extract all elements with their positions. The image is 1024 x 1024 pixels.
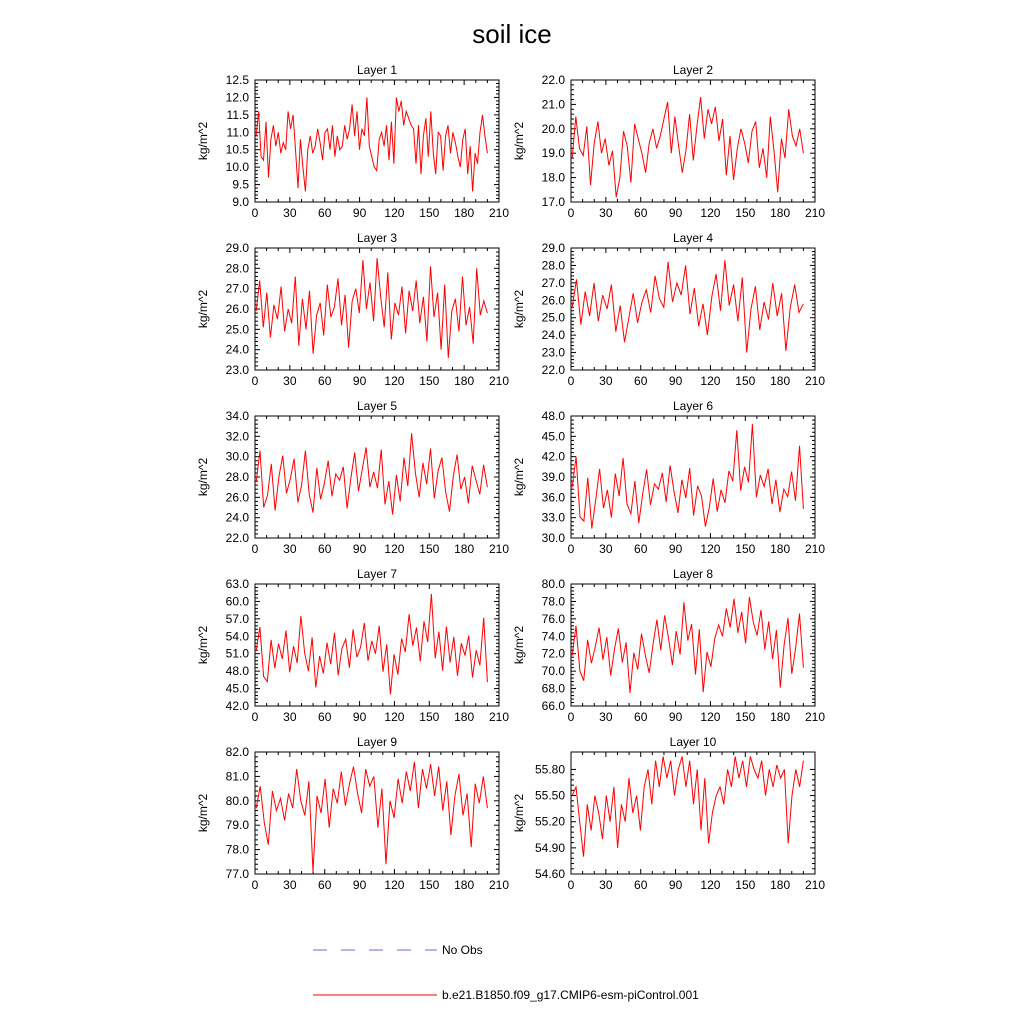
x-tick-label: 90 [352, 710, 367, 724]
y-tick-label: 79.0 [225, 818, 249, 833]
y-tick-label: 34.0 [225, 409, 249, 423]
x-tick-label: 120 [384, 206, 405, 220]
panel-title: Layer 4 [672, 231, 714, 245]
x-tick-label: 60 [634, 710, 648, 724]
x-tick-label: 180 [454, 542, 475, 556]
x-tick-label: 150 [419, 878, 440, 892]
x-tick-label: 60 [634, 878, 648, 892]
x-tick-label: 60 [318, 374, 332, 388]
x-tick-label: 60 [318, 206, 332, 220]
y-tick-label: 57.0 [225, 611, 249, 626]
y-tick-label: 80.0 [541, 577, 565, 591]
y-tick-label: 21.0 [541, 97, 565, 112]
y-tick-label: 19.0 [541, 146, 565, 161]
y-tick-label: 42.0 [541, 449, 565, 464]
x-tick-label: 30 [599, 206, 613, 220]
y-tick-label: 11.0 [226, 125, 249, 140]
y-tick-label: 26.0 [225, 302, 249, 316]
y-tick-label: 78.0 [225, 842, 249, 857]
y-tick-label: 22.0 [541, 363, 565, 377]
y-tick-label: 60.0 [225, 594, 249, 609]
x-tick-label: 180 [454, 206, 475, 220]
y-tick-label: 25.0 [541, 310, 565, 325]
x-tick-label: 0 [567, 374, 575, 388]
y-tick-label: 23.0 [225, 363, 249, 377]
y-tick-label: 22.0 [541, 73, 565, 87]
x-tick-label: 120 [384, 542, 405, 556]
y-axis-label: kg/m^2 [196, 793, 210, 833]
y-axis-label: kg/m^2 [512, 457, 526, 497]
panel-title: Layer 10 [669, 735, 717, 749]
x-tick-label: 90 [668, 542, 683, 556]
y-tick-label: 28.0 [225, 261, 249, 276]
x-tick-label: 30 [599, 542, 613, 556]
y-axis-label: kg/m^2 [512, 289, 526, 329]
x-tick-label: 120 [384, 878, 405, 892]
x-tick-label: 210 [488, 878, 510, 892]
y-axis-label: kg/m^2 [196, 625, 210, 665]
y-tick-label: 81.0 [225, 769, 249, 784]
y-tick-label: 63.0 [225, 577, 249, 591]
y-tick-label: 23.0 [541, 345, 565, 360]
x-tick-label: 0 [251, 206, 259, 220]
y-tick-label: 27.0 [541, 275, 565, 290]
y-tick-label: 20.0 [541, 121, 565, 136]
y-tick-label: 30.0 [225, 449, 249, 464]
y-tick-label: 28.0 [225, 470, 249, 484]
panel-title: Layer 3 [356, 231, 398, 245]
x-tick-label: 30 [599, 710, 613, 724]
y-tick-label: 72.0 [541, 646, 565, 661]
x-tick-label: 60 [318, 542, 332, 556]
y-tick-label: 78.0 [541, 594, 565, 609]
panel-title: Layer 9 [356, 735, 398, 749]
legend-no-obs-label: No Obs [442, 943, 483, 957]
y-tick-label: 32.0 [225, 429, 249, 444]
x-tick-label: 120 [700, 542, 721, 556]
y-axis-label: kg/m^2 [512, 625, 526, 665]
x-tick-label: 180 [770, 374, 791, 388]
x-tick-label: 210 [804, 542, 826, 556]
x-tick-label: 30 [283, 710, 297, 724]
panel-title: Layer 6 [672, 399, 714, 413]
x-tick-label: 90 [352, 374, 367, 388]
panel-title: Layer 7 [356, 567, 398, 581]
x-tick-label: 90 [352, 542, 367, 556]
y-tick-label: 36.0 [541, 490, 565, 505]
x-tick-label: 0 [251, 542, 259, 556]
y-tick-label: 24.0 [225, 342, 249, 357]
x-tick-label: 150 [735, 206, 756, 220]
figure-title: soil ice [472, 19, 552, 49]
x-tick-label: 210 [804, 878, 826, 892]
y-tick-label: 54.90 [534, 840, 565, 855]
x-tick-label: 180 [454, 878, 475, 892]
x-tick-label: 150 [419, 206, 440, 220]
x-tick-label: 120 [700, 878, 721, 892]
y-tick-label: 25.0 [225, 322, 249, 337]
x-tick-label: 120 [700, 206, 721, 220]
x-tick-label: 120 [700, 374, 721, 388]
y-tick-label: 68.0 [541, 681, 565, 696]
x-tick-label: 0 [567, 206, 575, 220]
panel-title: Layer 1 [356, 63, 398, 77]
x-tick-label: 60 [318, 710, 332, 724]
x-tick-label: 150 [735, 710, 756, 724]
y-tick-label: 55.20 [534, 814, 565, 829]
x-tick-label: 120 [700, 710, 721, 724]
y-tick-label: 28.0 [541, 258, 565, 273]
y-tick-label: 45.0 [541, 429, 565, 444]
x-tick-label: 210 [804, 206, 826, 220]
y-tick-label: 11.5 [226, 107, 249, 122]
x-tick-label: 0 [567, 710, 575, 724]
y-tick-label: 51.0 [225, 646, 249, 661]
x-tick-label: 150 [419, 710, 440, 724]
y-tick-label: 55.80 [534, 762, 565, 777]
y-tick-label: 26.0 [541, 293, 565, 308]
x-tick-label: 0 [251, 710, 259, 724]
panel-title: Layer 8 [672, 567, 714, 581]
y-tick-label: 80.0 [225, 793, 249, 808]
panel-title: Layer 5 [356, 399, 398, 413]
x-tick-label: 150 [735, 542, 756, 556]
x-tick-label: 60 [634, 542, 648, 556]
x-tick-label: 210 [804, 374, 826, 388]
y-tick-label: 70.0 [541, 664, 565, 679]
x-tick-label: 180 [454, 374, 475, 388]
y-tick-label: 33.0 [541, 510, 565, 525]
x-tick-label: 60 [318, 878, 332, 892]
x-tick-label: 150 [735, 374, 756, 388]
x-tick-label: 60 [634, 374, 648, 388]
y-axis-label: kg/m^2 [196, 457, 210, 497]
x-tick-label: 90 [668, 374, 683, 388]
x-tick-label: 0 [251, 374, 259, 388]
y-tick-label: 82.0 [225, 745, 249, 759]
x-tick-label: 180 [770, 710, 791, 724]
x-tick-label: 210 [804, 710, 826, 724]
y-tick-label: 48.0 [225, 664, 249, 679]
y-tick-label: 22.0 [225, 531, 249, 545]
x-tick-label: 30 [283, 374, 297, 388]
y-tick-label: 9.5 [232, 177, 249, 192]
x-tick-label: 0 [567, 542, 575, 556]
x-tick-label: 60 [634, 206, 648, 220]
y-tick-label: 30.0 [541, 531, 565, 545]
x-tick-label: 120 [384, 374, 405, 388]
x-tick-label: 30 [283, 878, 297, 892]
y-tick-label: 66.0 [541, 699, 565, 713]
y-tick-label: 29.0 [541, 241, 565, 255]
x-tick-label: 0 [251, 878, 259, 892]
y-tick-label: 74.0 [541, 629, 565, 644]
x-tick-label: 30 [283, 542, 297, 556]
x-tick-label: 120 [384, 710, 405, 724]
y-tick-label: 54.0 [225, 629, 249, 644]
y-tick-label: 45.0 [225, 681, 249, 696]
x-tick-label: 180 [770, 542, 791, 556]
x-tick-label: 210 [488, 374, 510, 388]
y-tick-label: 9.0 [232, 195, 249, 209]
x-tick-label: 210 [488, 710, 510, 724]
panel-title: Layer 2 [672, 63, 714, 77]
x-tick-label: 30 [599, 878, 613, 892]
y-tick-label: 76.0 [541, 611, 565, 626]
x-tick-label: 150 [735, 878, 756, 892]
y-tick-label: 18.0 [541, 170, 565, 185]
x-tick-label: 180 [770, 206, 791, 220]
x-tick-label: 90 [352, 206, 367, 220]
x-tick-label: 30 [283, 206, 297, 220]
legend-model-label: b.e21.B1850.f09_g17.CMIP6-esm-piControl.001 [442, 988, 699, 1002]
x-tick-label: 150 [419, 542, 440, 556]
x-tick-label: 0 [567, 878, 575, 892]
y-axis-label: kg/m^2 [196, 121, 210, 161]
x-tick-label: 180 [770, 878, 791, 892]
x-tick-label: 90 [668, 878, 683, 892]
y-axis-label: kg/m^2 [196, 289, 210, 329]
y-tick-label: 17.0 [541, 195, 565, 209]
y-tick-label: 24.0 [541, 328, 565, 343]
x-tick-label: 30 [599, 374, 613, 388]
x-tick-label: 210 [488, 206, 510, 220]
y-tick-label: 54.60 [534, 867, 565, 881]
y-tick-label: 10.5 [225, 142, 249, 157]
y-tick-label: 42.0 [225, 699, 249, 713]
y-tick-label: 55.50 [534, 788, 565, 803]
y-tick-label: 10.0 [225, 160, 249, 175]
y-axis-label: kg/m^2 [512, 793, 526, 833]
x-tick-label: 180 [454, 710, 475, 724]
y-tick-label: 24.0 [225, 510, 249, 525]
x-tick-label: 90 [352, 878, 367, 892]
y-tick-label: 12.5 [225, 73, 249, 87]
y-tick-label: 29.0 [225, 241, 249, 255]
y-tick-label: 48.0 [541, 409, 565, 423]
x-tick-label: 210 [488, 542, 510, 556]
x-tick-label: 150 [419, 374, 440, 388]
y-tick-label: 77.0 [225, 867, 249, 881]
y-tick-label: 39.0 [541, 470, 565, 484]
x-tick-label: 90 [668, 710, 683, 724]
y-tick-label: 27.0 [225, 281, 249, 296]
y-tick-label: 26.0 [225, 490, 249, 505]
y-axis-label: kg/m^2 [512, 121, 526, 161]
x-tick-label: 90 [668, 206, 683, 220]
y-tick-label: 12.0 [225, 90, 249, 105]
